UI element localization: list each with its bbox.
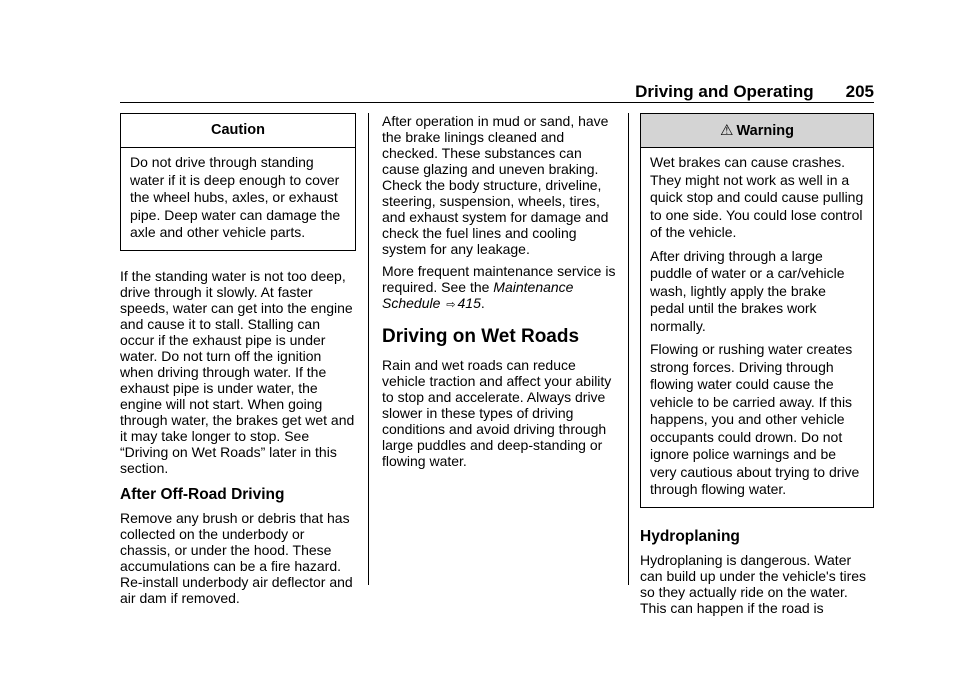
section-title: Driving and Operating	[635, 82, 814, 101]
maintenance-page-ref[interactable]: 415	[457, 295, 481, 311]
warning-paragraph-1: Wet brakes can cause crashes. They might not work as well in a quick stop and could cause pulling to one side. You could lose control of the vehicle.	[650, 154, 864, 240]
warning-paragraph-2: After driving through a large puddle of water or a car/vehicle wash, lightly apply the brake pedal until the brakes work normally.	[650, 247, 845, 334]
hydroplaning-heading: Hydroplaning	[640, 527, 740, 545]
warning-paragraph-3: Flowing or rushing water creates strong forces. Driving through flowing water could cause the vehicle to be carried away. If this happens, you and other vehicle occupants could drown. Do not ignore police warnings and be very cautious about trying to drive through flowing water.	[650, 341, 860, 497]
wet-roads-paragraph: Rain and wet roads can reduce vehicle traction and affect your ability to stop and accelerate. Always drive slower in these types of driving conditions and avoid driving through large puddles and deep-standing or flowing water.	[382, 357, 612, 469]
caution-text: Do not drive through standing water if it is deep enough to cover the wheel hubs, axles, or exhaust pipe. Deep water can damage the axle and other vehicle parts.	[130, 154, 341, 240]
page-header	[120, 82, 874, 102]
page-number: 205	[845, 82, 874, 101]
warning-header	[641, 114, 873, 148]
after-off-road-paragraph: Remove any brush or debris that has collected on the underbody or chassis, or under the hood. These accumulations can be a fire hazard. Re-install underbody air deflector and air dam if removed.	[120, 509, 353, 606]
column-2	[382, 113, 618, 475]
maintenance-paragraph: More frequent maintenance service is required. See the Maintenance Schedule ⇨ 415.	[382, 263, 616, 311]
column-3	[640, 113, 874, 622]
mud-sand-paragraph: After operation in mud or sand, have the brake linings cleaned and checked. These substances can cause glazing and uneven braking. Check the body structure, driveline, steering, suspension, wheels, tires, and exhaust system for damage and check the fuel lines and cooling system for any leakage.	[382, 113, 609, 257]
warning-triangle-icon: ⚠	[720, 122, 734, 139]
column-divider-1	[368, 113, 369, 585]
warning-title: Warning	[736, 123, 794, 139]
standing-water-paragraph: If the standing water is not too deep, drive through it slowly. At faster speeds, water can get into the engine and cause it to stall. Stalling can occur if the exhaust pipe is under water. Do not turn off the ignition when driving through water. If the exhaust pipe is under water, the engine will not start. When going through water, the brakes get wet and it may take longer to stop. See “Driving on Wet Roads” later in this section.	[120, 267, 355, 476]
page-reference-icon: ⇨	[446, 299, 456, 311]
wet-roads-heading: Driving on Wet Roads	[382, 326, 580, 347]
hydroplaning-paragraph: Hydroplaning is dangerous. Water can build up under the vehicle's tires so they actually ride on the water. This can happen if the road is	[640, 551, 867, 616]
column-divider-2	[628, 113, 629, 585]
warning-box	[640, 113, 874, 508]
after-off-road-heading: After Off-Road Driving	[120, 485, 285, 503]
maintenance-schedule-link[interactable]: Maintenance Schedule	[382, 279, 574, 311]
caution-box	[120, 113, 356, 251]
column-1	[120, 113, 356, 612]
caution-title: Caution	[121, 114, 355, 148]
header-rule	[120, 102, 874, 103]
